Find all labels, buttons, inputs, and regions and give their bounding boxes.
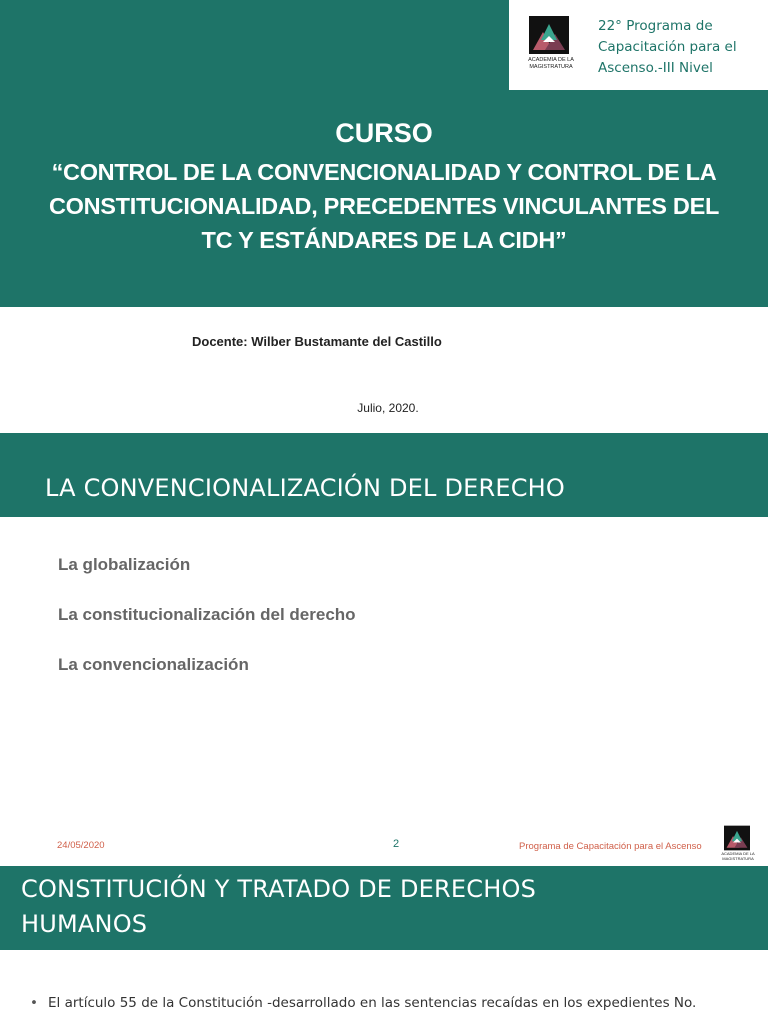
academia-logo-icon bbox=[724, 825, 750, 851]
slide-title: LA CONVENCIONALIZACIÓN DEL DERECHO bbox=[45, 474, 566, 502]
program-line: 22° Programa de bbox=[598, 18, 713, 34]
slide-title-line: CONSTITUCIÓN Y TRATADO DE DERECHOS bbox=[21, 875, 537, 903]
slide-title bbox=[21, 872, 641, 942]
academia-logo-icon bbox=[529, 16, 569, 54]
content-slide bbox=[0, 433, 768, 865]
course-title bbox=[40, 155, 728, 257]
title-slide bbox=[0, 0, 768, 432]
content-slide bbox=[0, 866, 768, 1024]
bullet-marker: • bbox=[30, 995, 38, 1011]
course-label: CURSO bbox=[335, 118, 433, 148]
list-item: La convencionalización bbox=[58, 655, 249, 674]
footer-logo bbox=[716, 824, 760, 864]
list-item: La globalización bbox=[58, 555, 191, 574]
program-line: Capacitación para el bbox=[598, 39, 737, 55]
logo-caption: ACADEMIA DE LA MAGISTRATURA bbox=[721, 851, 755, 861]
slide-title-line: HUMANOS bbox=[21, 910, 148, 938]
program-line: Ascenso.-III Nivel bbox=[598, 60, 713, 76]
bullet-item bbox=[30, 995, 760, 1011]
footer-date: 24/05/2020 bbox=[57, 840, 105, 851]
course-title-line: TC Y ESTÁNDARES DE LA CIDH” bbox=[201, 227, 567, 253]
bullet-text: El artículo 55 de la Constitución -desarrollado en las sentencias recaídas en los expedientes No. bbox=[48, 995, 697, 1011]
slide-title-band bbox=[0, 433, 768, 517]
program-name bbox=[598, 16, 763, 79]
topic-list bbox=[58, 553, 356, 703]
list-item: La constitucionalización del derecho bbox=[58, 605, 356, 624]
course-date: Julio, 2020. bbox=[357, 401, 419, 415]
footer-program: Programa de Capacitación para el Ascenso bbox=[519, 841, 702, 852]
slide-title-band bbox=[0, 866, 768, 950]
page-number: 2 bbox=[393, 838, 400, 850]
course-title-line: “CONTROL DE LA CONVENCIONALIDAD Y CONTROL DE LA bbox=[51, 159, 717, 185]
program-header-box bbox=[509, 0, 768, 90]
logo-caption: ACADEMIA DE LA MAGISTRATURA bbox=[528, 57, 574, 70]
teacher-name: Docente: Wilber Bustamante del Castillo bbox=[192, 334, 442, 349]
course-title-line: CONSTITUCIONALIDAD, PRECEDENTES VINCULANTES DEL bbox=[48, 193, 720, 219]
